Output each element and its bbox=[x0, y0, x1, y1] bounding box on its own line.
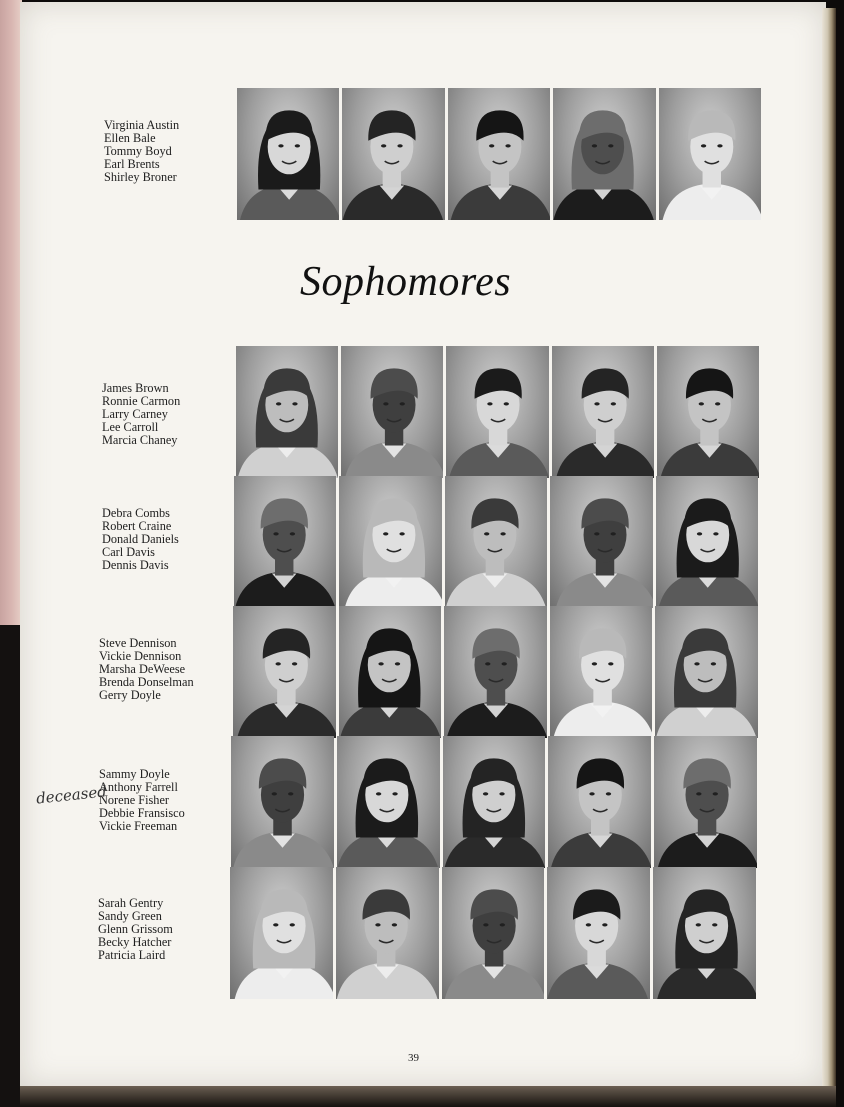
student-name: Norene Fisher bbox=[99, 793, 170, 807]
name-list-group-2 bbox=[102, 382, 180, 447]
student-name: Tommy Boyd bbox=[104, 144, 172, 158]
student-portrait-photo bbox=[233, 606, 336, 738]
student-name: Patricia Laird bbox=[98, 948, 166, 962]
name-list-group-1 bbox=[104, 119, 179, 184]
student-name: Vickie Freeman bbox=[99, 819, 178, 833]
photo-row-group-1 bbox=[237, 88, 761, 220]
photo-row-group-5 bbox=[231, 736, 757, 868]
student-portrait-photo bbox=[231, 736, 334, 868]
student-name: Carl Davis bbox=[102, 545, 155, 559]
photo-row-group-3 bbox=[234, 476, 758, 608]
student-name: Virginia Austin bbox=[104, 118, 180, 132]
student-portrait-photo bbox=[337, 736, 440, 868]
student-portrait-photo bbox=[443, 736, 546, 868]
student-name: Glenn Grissom bbox=[98, 922, 173, 936]
student-name: Marsha DeWeese bbox=[99, 662, 186, 676]
student-name: Larry Carney bbox=[102, 407, 168, 421]
student-portrait-photo bbox=[444, 606, 547, 738]
student-portrait-photo bbox=[547, 867, 650, 999]
handwritten-annotation: deceased bbox=[35, 782, 108, 808]
name-list-group-4 bbox=[99, 637, 194, 702]
page-bottom-shadow bbox=[20, 1086, 836, 1107]
student-name: Ellen Bale bbox=[104, 131, 156, 145]
student-portrait-photo bbox=[553, 88, 655, 220]
student-name: James Brown bbox=[102, 381, 169, 395]
name-list-group-3 bbox=[102, 507, 179, 572]
student-name: Robert Craine bbox=[102, 519, 172, 533]
photo-row-group-6 bbox=[230, 867, 756, 999]
student-name: Brenda Donselman bbox=[99, 675, 194, 689]
student-name: Gerry Doyle bbox=[99, 688, 161, 702]
page-number: 39 bbox=[408, 1052, 419, 1064]
student-portrait-photo bbox=[653, 867, 756, 999]
student-name: Dennis Davis bbox=[102, 558, 169, 572]
student-name: Lee Carroll bbox=[102, 420, 159, 434]
student-name: Shirley Broner bbox=[104, 170, 177, 184]
student-name: Ronnie Carmon bbox=[102, 394, 181, 408]
student-portrait-photo bbox=[236, 346, 338, 478]
student-name: Sarah Gentry bbox=[98, 896, 164, 910]
student-portrait-photo bbox=[550, 476, 652, 608]
student-portrait-photo bbox=[448, 88, 550, 220]
name-list-group-6 bbox=[98, 897, 173, 962]
student-portrait-photo bbox=[336, 867, 439, 999]
student-name: Marcia Chaney bbox=[102, 433, 178, 447]
student-portrait-photo bbox=[230, 867, 333, 999]
student-name: Sandy Green bbox=[98, 909, 162, 923]
section-title: Sophomores bbox=[300, 259, 512, 305]
student-portrait-photo bbox=[446, 346, 548, 478]
student-portrait-photo bbox=[659, 88, 761, 220]
student-name: Anthony Farrell bbox=[99, 780, 178, 794]
student-portrait-photo bbox=[237, 88, 339, 220]
student-portrait-photo bbox=[656, 476, 758, 608]
photo-row-group-2 bbox=[236, 346, 759, 478]
student-portrait-photo bbox=[442, 867, 545, 999]
student-portrait-photo bbox=[654, 736, 757, 868]
name-list-group-5 bbox=[99, 768, 185, 833]
student-name: Vickie Dennison bbox=[99, 649, 182, 663]
student-portrait-photo bbox=[548, 736, 651, 868]
student-name: Becky Hatcher bbox=[98, 935, 172, 949]
student-portrait-photo bbox=[550, 606, 653, 738]
table-surface bbox=[0, 625, 22, 1107]
student-name: Steve Dennison bbox=[99, 636, 177, 650]
student-portrait-photo bbox=[342, 88, 444, 220]
student-portrait-photo bbox=[657, 346, 759, 478]
student-name: Sammy Doyle bbox=[99, 767, 170, 781]
student-portrait-photo bbox=[341, 346, 443, 478]
student-name: Earl Brents bbox=[104, 157, 160, 171]
page-edge bbox=[822, 8, 836, 1088]
student-portrait-photo bbox=[339, 476, 441, 608]
photo-row-group-4 bbox=[233, 606, 758, 738]
student-portrait-photo bbox=[655, 606, 758, 738]
student-portrait-photo bbox=[234, 476, 336, 608]
student-portrait-photo bbox=[445, 476, 547, 608]
student-name: Debbie Fransisco bbox=[99, 806, 185, 820]
student-portrait-photo bbox=[552, 346, 654, 478]
student-name: Donald Daniels bbox=[102, 532, 179, 546]
student-portrait-photo bbox=[339, 606, 442, 738]
student-name: Debra Combs bbox=[102, 506, 170, 520]
